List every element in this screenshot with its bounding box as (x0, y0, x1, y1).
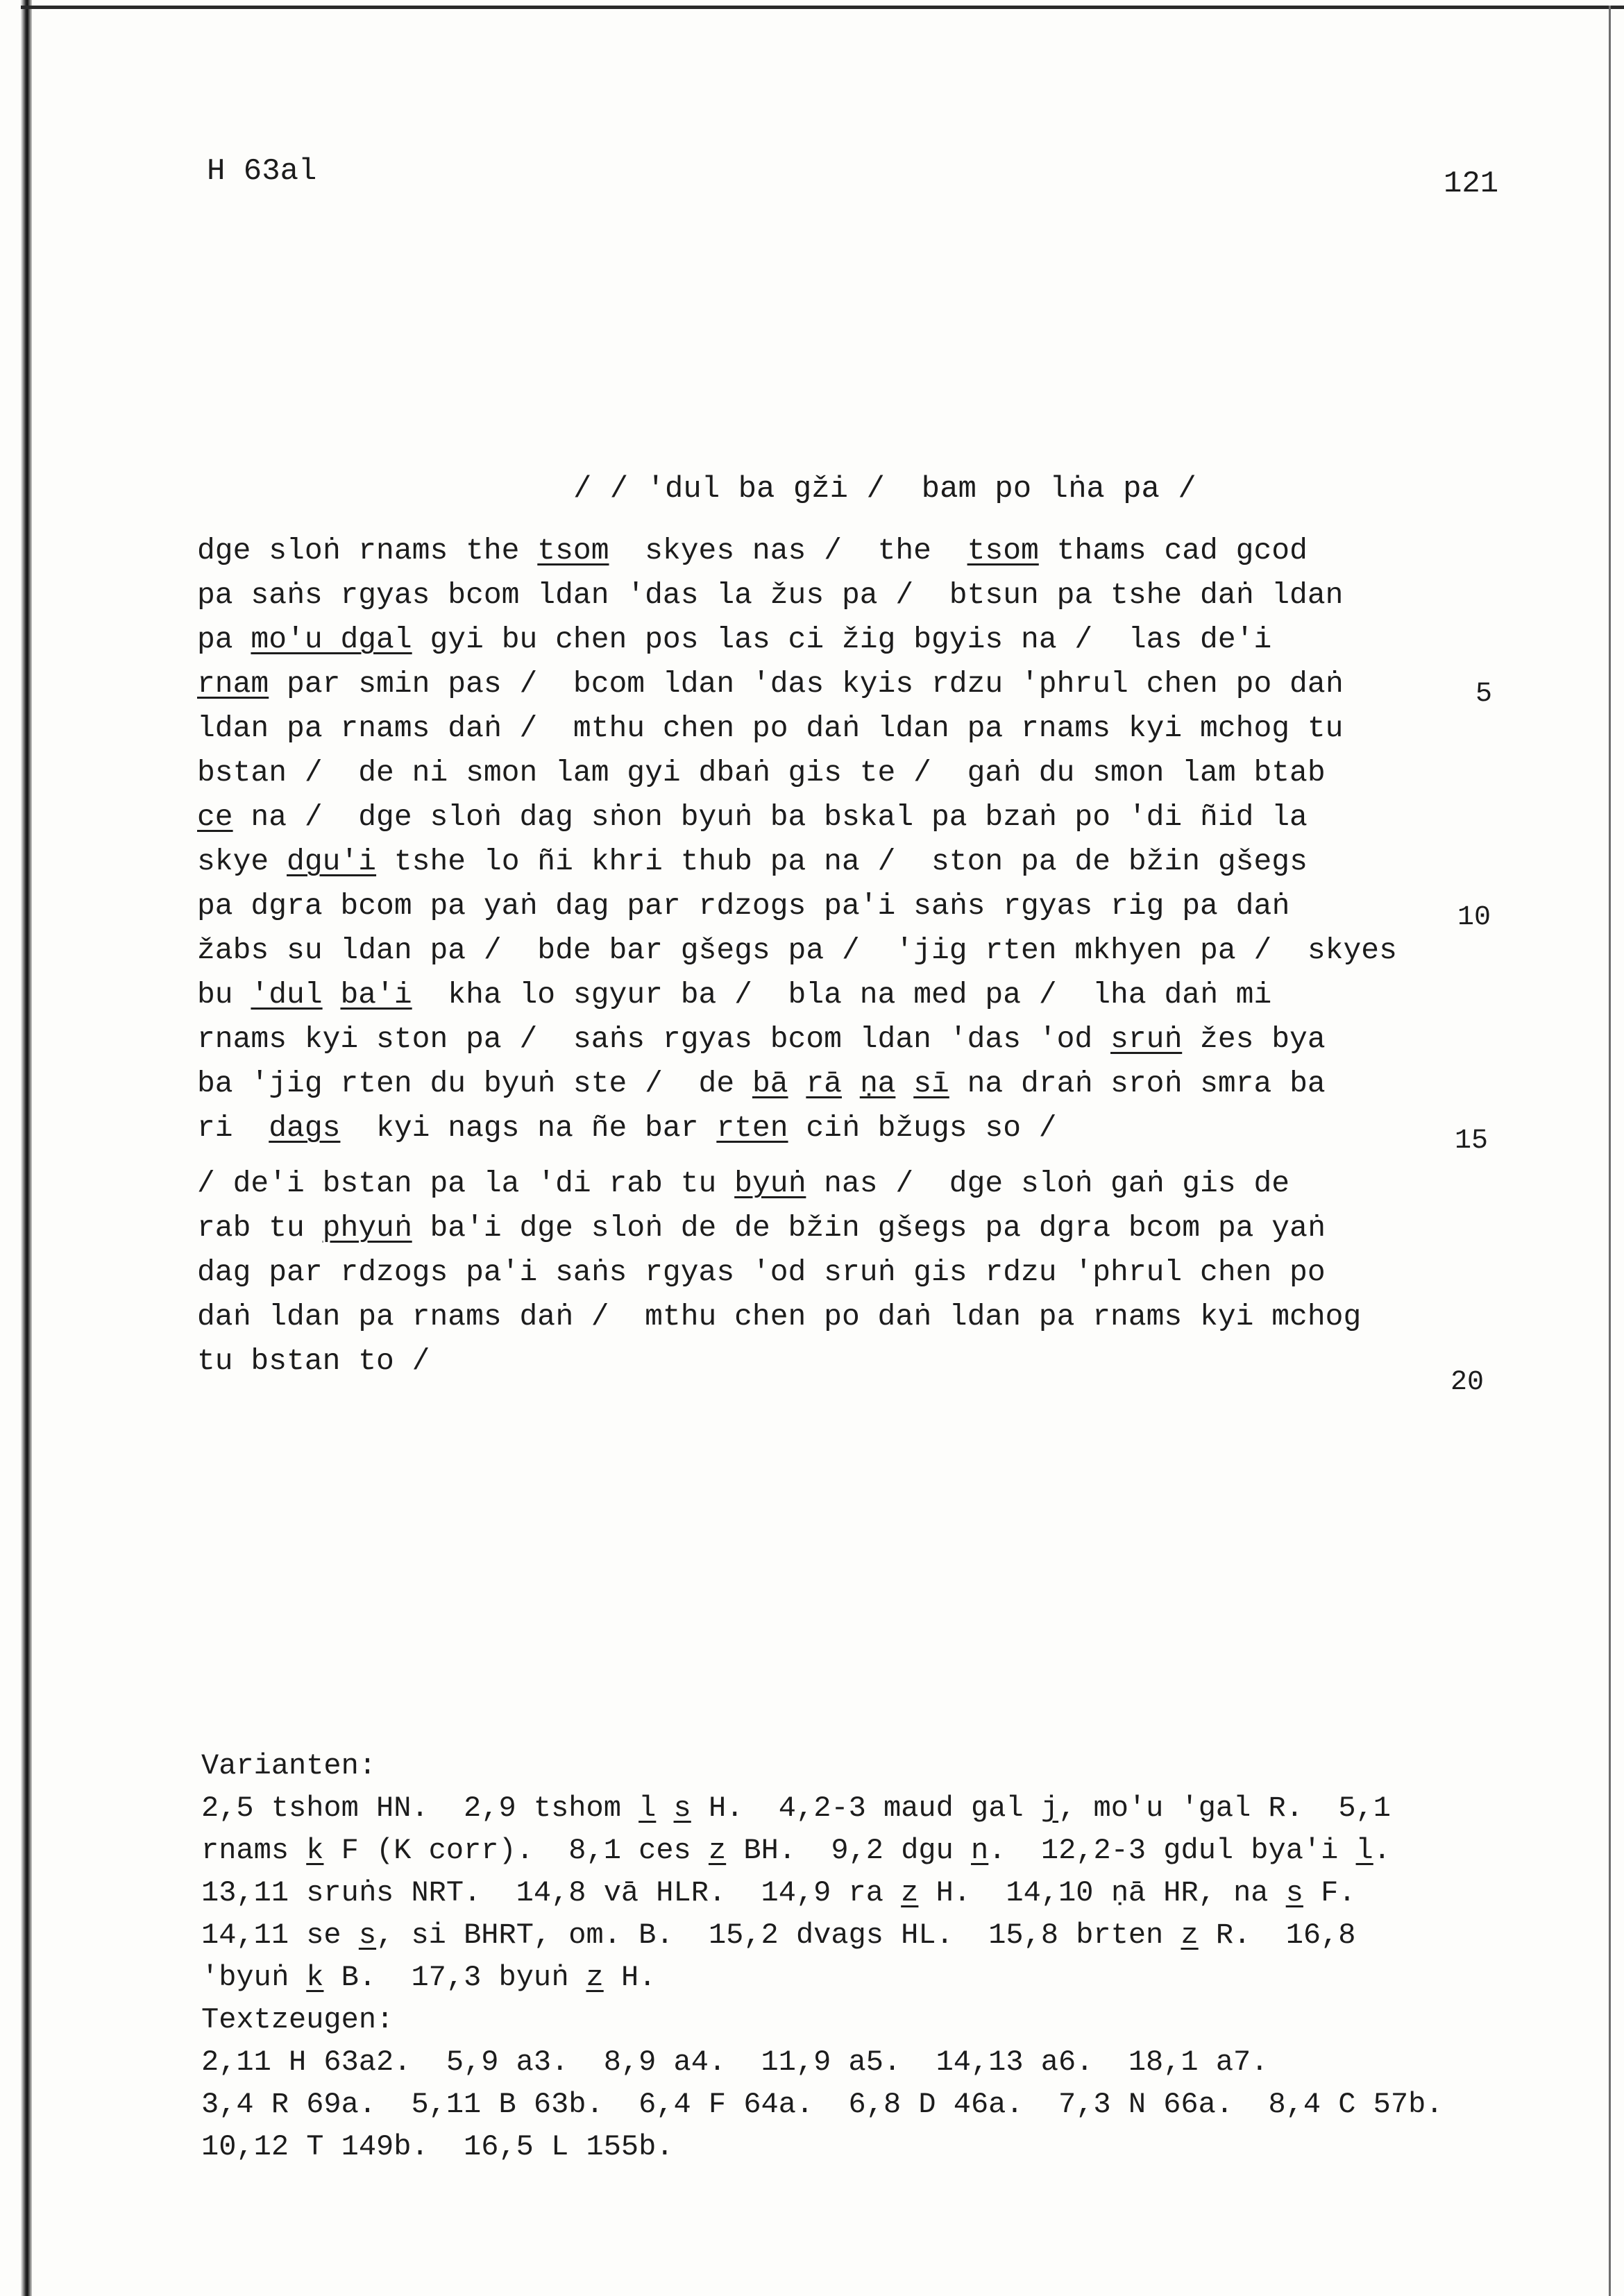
variant-line (201, 1787, 1520, 1830)
text-segment: ri (197, 1111, 269, 1145)
text-line (197, 1062, 1446, 1106)
line-number: 5 (1475, 679, 1493, 710)
apparatus (201, 1745, 1520, 2168)
text-line (197, 573, 1446, 618)
text-line (197, 840, 1446, 884)
text-segment: tu bstan to / (197, 1344, 430, 1378)
text-line (197, 1339, 1446, 1384)
variant-line (201, 1830, 1520, 1872)
variant-segment: rnams (201, 1834, 307, 1867)
text-segment: kyi nags na ñe bar (340, 1111, 717, 1145)
underlined-term: ce (197, 800, 233, 834)
text-line (197, 1017, 1446, 1062)
scan-edge-right (1609, 6, 1611, 2296)
underlined-term: dgu'i (287, 844, 377, 878)
underlined-term: n (971, 1834, 989, 1867)
variant-segment: H. (603, 1961, 657, 1994)
text-segment: žabs su ldan pa / bde bar gšegs pa / 'jig rten mkhyen pa / skyes (197, 933, 1397, 967)
text-segment: ldan pa rnams daṅ / mthu chen po daṅ ldan pa rnams kyi mchog tu (197, 711, 1344, 745)
line-number: 20 (1450, 1367, 1485, 1398)
text-segment: nas / dge sloṅ gaṅ gis de (806, 1166, 1290, 1200)
variant-segment: F. (1303, 1876, 1356, 1910)
text-segment: bstan / de ni smon lam gyi dbaṅ gis te / gaṅ du smon lam btab (197, 756, 1326, 790)
underlined-term: dags (269, 1111, 341, 1145)
main-text (197, 529, 1446, 1384)
variant-segment: , si BHRT, om. B. 15,2 dvags HL. 15,8 brten (376, 1919, 1181, 1952)
variant-list (201, 1787, 1520, 1999)
underlined-term: l (638, 1792, 657, 1825)
underlined-term: j (1040, 1792, 1059, 1825)
underlined-term: ṇa (859, 1066, 896, 1100)
underlined-term: tsom (537, 534, 609, 568)
text-segment: par smin pas / bcom ldan 'das kyis rdzu 'phrul chen po daṅ (269, 667, 1344, 701)
underlined-term: l (1355, 1834, 1373, 1867)
text-line (197, 1250, 1446, 1295)
variant-segment: R. 16,8 (1198, 1919, 1356, 1952)
text-segment: skyes nas / the (609, 534, 967, 568)
variant-line (201, 1872, 1520, 1914)
textzeugen-line: 10,12 T 149b. 16,5 L 155b. (201, 2130, 674, 2163)
text-segment: pa (197, 622, 251, 656)
underlined-term: byuṅ (734, 1166, 806, 1200)
underlined-term: z (1181, 1919, 1199, 1952)
text-segment: rab tu (197, 1211, 323, 1245)
text-segment: skye (197, 844, 287, 878)
text-segment: pa saṅs rgyas bcom ldan 'das la žus pa / btsun pa tshe daṅ ldan (197, 578, 1344, 612)
underlined-term: rten (716, 1111, 788, 1145)
textzeugen-line: 3,4 R 69a. 5,11 B 63b. 6,4 F 64a. 6,8 D 46a. 7,3 N 66a. 8,4 C 57b. (201, 2088, 1444, 2121)
text-segment (895, 1066, 913, 1100)
underlined-term: k (306, 1961, 324, 1994)
underlined-term: phyuṅ (322, 1211, 412, 1245)
variant-segment: 14,11 se (201, 1919, 359, 1952)
textzeugen-heading: Textzeugen: (201, 2003, 394, 2036)
text-line (197, 1106, 1446, 1150)
underlined-term: sruṅ (1110, 1022, 1183, 1056)
text-line (197, 795, 1446, 840)
text-segment: dag par rdzogs pa'i saṅs rgyas 'od sruṅ gis rdzu 'phrul chen po (197, 1255, 1326, 1289)
scan-edge-top (21, 6, 1624, 9)
text-segment: ba 'jig rten du byuṅ ste / de (197, 1066, 752, 1100)
line-number: 15 (1455, 1125, 1489, 1157)
text-line (197, 662, 1446, 706)
underlined-term: mo'u dgal (251, 622, 412, 656)
scan-edge-left (21, 0, 32, 2296)
variant-segment: 'byuṅ (201, 1961, 307, 1994)
text-line (197, 884, 1446, 928)
underlined-term: bā (752, 1066, 788, 1100)
textzeugen-line: 2,11 H 63a2. 5,9 a3. 8,9 a4. 11,9 a5. 14,13 a6. 18,1 a7. (201, 2046, 1269, 2079)
variant-segment: . (1373, 1834, 1391, 1867)
text-segment: rnams kyi ston pa / saṅs rgyas bcom ldan 'das 'od (197, 1022, 1111, 1056)
underlined-term: 'dul (251, 978, 323, 1012)
page-number: 121 (1444, 167, 1499, 201)
text-segment: na / dge sloṅ dag sṅon byuṅ ba bskal pa bzaṅ po 'di ñid la (232, 800, 1308, 834)
text-segment: na draṅ sroṅ smra ba (949, 1066, 1326, 1100)
underlined-term: s (673, 1792, 691, 1825)
text-line (197, 1162, 1446, 1206)
text-segment: tshe lo ñi khri thub pa na / ston pa de bžin gšegs (376, 844, 1308, 878)
text-line (197, 1295, 1446, 1339)
underlined-term: s (1285, 1876, 1303, 1910)
text-segment: pa dgra bcom pa yaṅ dag par rdzogs pa'i saṅs rgyas rig pa daṅ (197, 889, 1290, 923)
variant-segment: B. 17,3 byuṅ (323, 1961, 586, 1994)
text-segment: ciṅ bžugs so / (788, 1111, 1057, 1145)
text-line (197, 529, 1446, 573)
variant-segment: F (K corr). 8,1 ces (323, 1834, 709, 1867)
text-line (197, 751, 1446, 795)
variant-line (201, 1914, 1520, 1957)
page-header-siglum: H 63al (207, 154, 317, 189)
underlined-term: z (708, 1834, 727, 1867)
text-line (197, 1206, 1446, 1250)
variant-segment: , mo'u 'gal R. 5,1 (1058, 1792, 1391, 1825)
underlined-term: rā (806, 1066, 842, 1100)
variant-segment (656, 1792, 673, 1825)
text-line (197, 706, 1446, 751)
variant-line (201, 1957, 1520, 1999)
underlined-term: s (358, 1919, 377, 1952)
line-number: 10 (1457, 902, 1491, 933)
variant-segment: H. 4,2-3 maud gal (691, 1792, 1041, 1825)
text-line (197, 928, 1446, 973)
variant-segment: 2,5 tshom HN. 2,9 tshom (201, 1792, 639, 1825)
variant-segment: . 12,2-3 gdul bya'i (988, 1834, 1356, 1867)
text-segment: dge sloṅ rnams the (197, 534, 538, 568)
text-segment: kha lo sgyur ba / bla na med pa / lha daṅ mi (412, 978, 1272, 1012)
underlined-term: z (901, 1876, 919, 1910)
text-line (197, 618, 1446, 662)
varianten-heading: Varianten: (201, 1749, 377, 1783)
underlined-term: k (306, 1834, 324, 1867)
text-line (197, 973, 1446, 1017)
text-segment: / de'i bstan pa la 'di rab tu (197, 1166, 735, 1200)
text-segment (788, 1066, 806, 1100)
text-segment: ba'i dge sloṅ de de bžin gšegs pa dgra bcom pa yaṅ (412, 1211, 1326, 1245)
text-segment (323, 978, 341, 1012)
underlined-term: ba'i (340, 978, 412, 1012)
underlined-term: sī (913, 1066, 949, 1100)
text-segment (842, 1066, 860, 1100)
underlined-term: tsom (967, 534, 1039, 568)
text-segment: gyi bu chen pos las ci žig bgyis na / las de'i (412, 622, 1272, 656)
text-segment: thams cad gcod (1038, 534, 1308, 568)
variant-segment: H. 14,10 ṇā HR, na (918, 1876, 1286, 1910)
underlined-term: rnam (197, 667, 269, 701)
text-segment: žes bya (1182, 1022, 1326, 1056)
text-segment: bu (197, 978, 251, 1012)
section-title: / / 'dul ba gži / bam po lṅa pa / (573, 472, 1196, 507)
variant-segment: BH. 9,2 dgu (726, 1834, 972, 1867)
underlined-term: z (586, 1961, 604, 1994)
text-segment: daṅ ldan pa rnams daṅ / mthu chen po daṅ ldan pa rnams kyi mchog (197, 1300, 1362, 1334)
variant-segment: 13,11 sruṅs NRT. 14,8 vā HLR. 14,9 ra (201, 1876, 902, 1910)
